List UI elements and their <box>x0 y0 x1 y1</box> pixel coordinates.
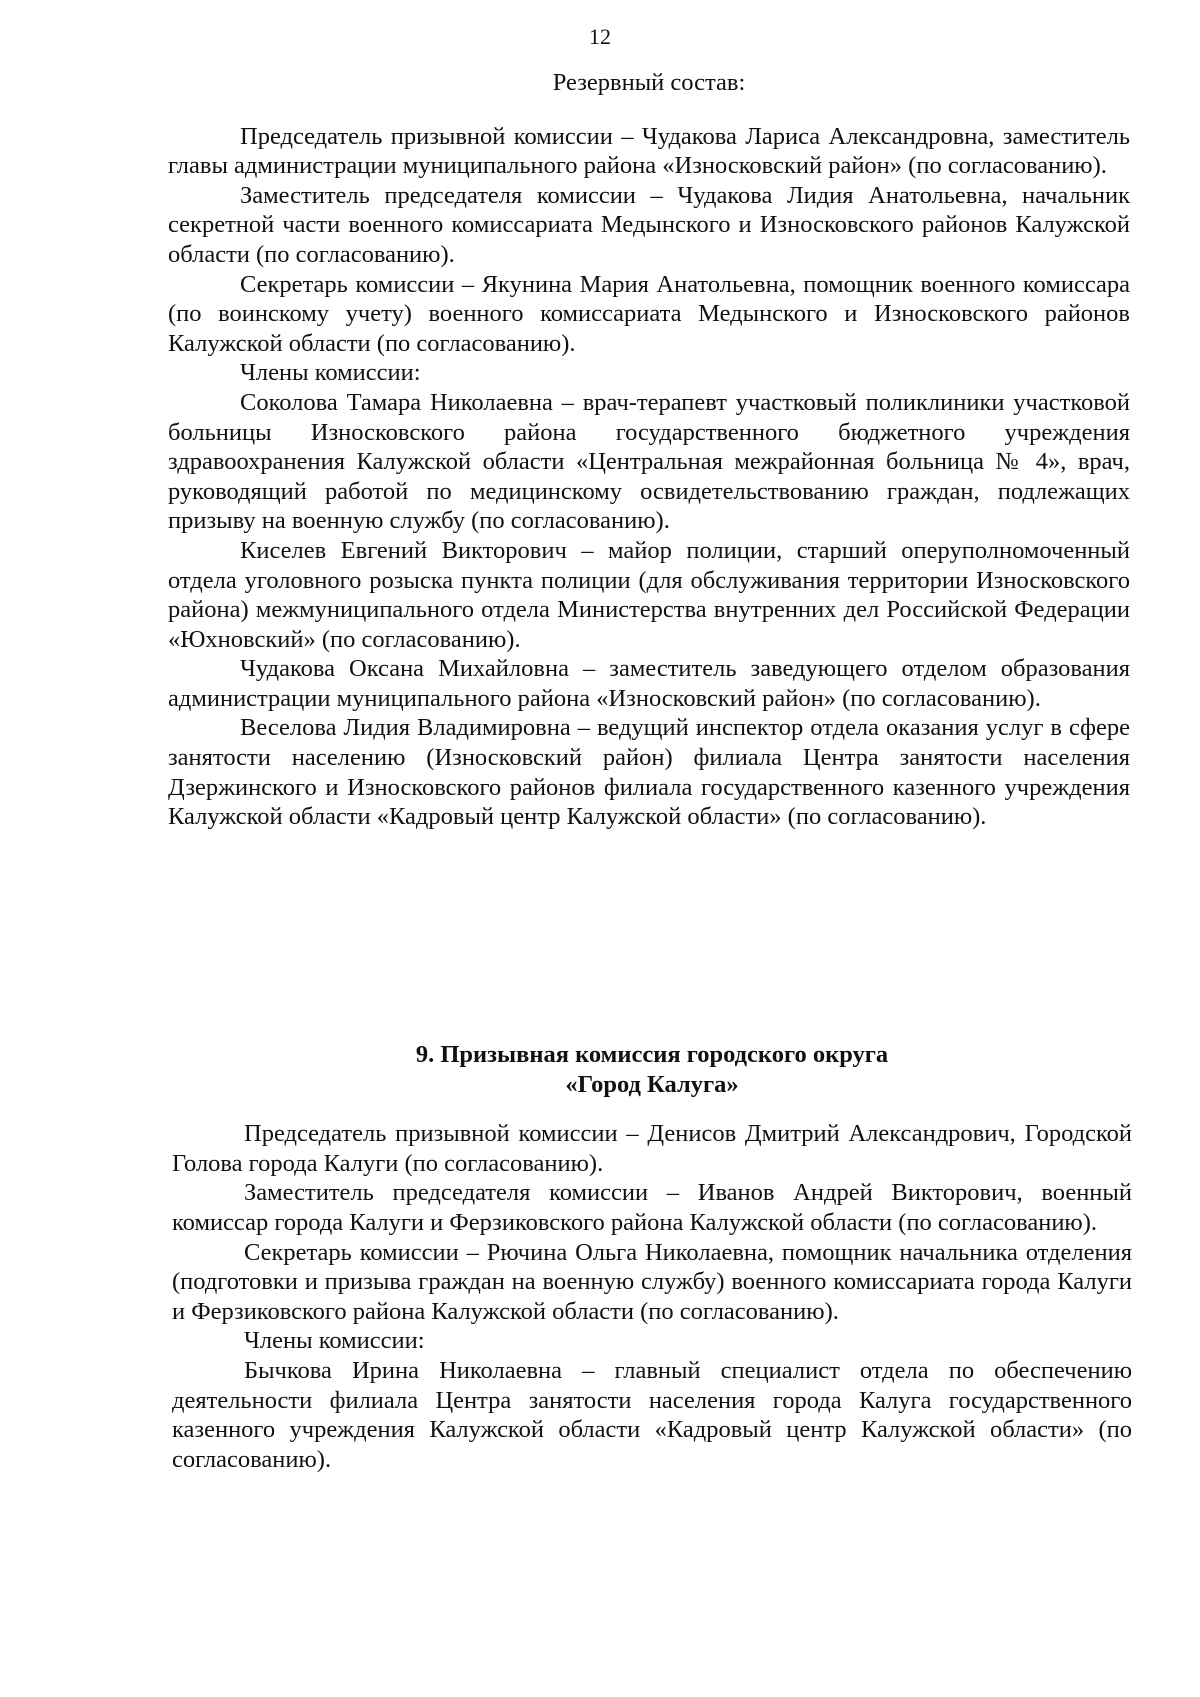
page-number: 12 <box>589 24 611 49</box>
section-9-heading-line2: «Город Калуга» <box>565 1070 739 1098</box>
section-9-secretary: Секретарь комиссии – Рючина Ольга Николаевна, помощник начальника отделения (подготовки и призыва граждан на военную службу) военного комиссариата города Калуги и Ферзиковского района Калужской области (по согласованию). <box>172 1238 1132 1325</box>
section-9-members-label: Члены комиссии: <box>244 1327 425 1355</box>
section-9-chairman: Председатель призывной комиссии – Денисов Дмитрий Александрович, Городской Голова города Калуги (по согласованию). <box>172 1120 1132 1177</box>
reserve-secretary: Секретарь комиссии – Якунина Мария Анатольевна, помощник военного комиссара (по воинскому учету) военного комиссариата Медынского и Износковского районов Калужской области (по согласованию). <box>168 270 1130 357</box>
section-9-member-bychkova: Бычкова Ирина Николаевна – главный специалист отдела по обеспечению деятельности филиала Центра занятости населения города Калуга государственного казенного учреждения Калужской области «Кадровый центр Калужской области» (по согласованию). <box>172 1356 1132 1473</box>
reserve-chairman: Председатель призывной комиссии – Чудакова Лариса Александровна, заместитель главы администрации муниципального района «Износковский район» (по согласованию). <box>168 122 1130 180</box>
reserve-members-label: Члены комиссии: <box>240 359 421 387</box>
section-9-block <box>172 1040 1132 1474</box>
reserve-member-kiselev: Киселев Евгений Викторович – майор полиции, старший оперуполномоченный отдела уголовного розыска пункта полиции (для обслуживания территории Износковского района) межмуниципального отдела Министерства внутренних дел Российской Федерации «Юхновский» (по согласованию). <box>168 536 1130 653</box>
reserve-member-veselova: Веселова Лидия Владимировна – ведущий инспектор отдела оказания услуг в сфере занятости населению (Износковский район) филиала Центра занятости населения Дзержинского и Износковского районов филиала государственного казенного учреждения Калужской области «Кадровый центр Калужской области» (по согласованию). <box>168 714 1130 831</box>
reserve-deputy-chairman: Заместитель председателя комиссии – Чудакова Лидия Анатольевна, начальник секретной части военного комиссариата Медынского и Износковского районов Калужской области (по согласованию). <box>168 181 1130 268</box>
reserve-title: Резервный состав: <box>552 69 746 96</box>
section-9-deputy-chairman: Заместитель председателя комиссии – Иванов Андрей Викторович, военный комиссар города Калуги и Ферзиковского района Калужской области (по согласованию). <box>172 1179 1132 1236</box>
reserve-member-chudakova: Чудакова Оксана Михайловна – заместитель заведующего отделом образования администрации муниципального района «Износковский район» (по согласованию). <box>168 655 1130 712</box>
reserve-composition-block <box>168 68 1130 832</box>
reserve-member-sokolova: Соколова Тамара Николаевна – врач-терапевт участковый поликлиники участковой больницы Износковского района государственного бюджетного учреждения здравоохранения Калужской области «Центральная межрайонная больница № 4», врач, руководящий работой по медицинскому освидетельствованию граждан, подлежащих призыву на военную службу (по согласованию). <box>168 388 1130 535</box>
section-9-heading-line1: 9. Призывная комиссия городского округа <box>415 1041 889 1068</box>
